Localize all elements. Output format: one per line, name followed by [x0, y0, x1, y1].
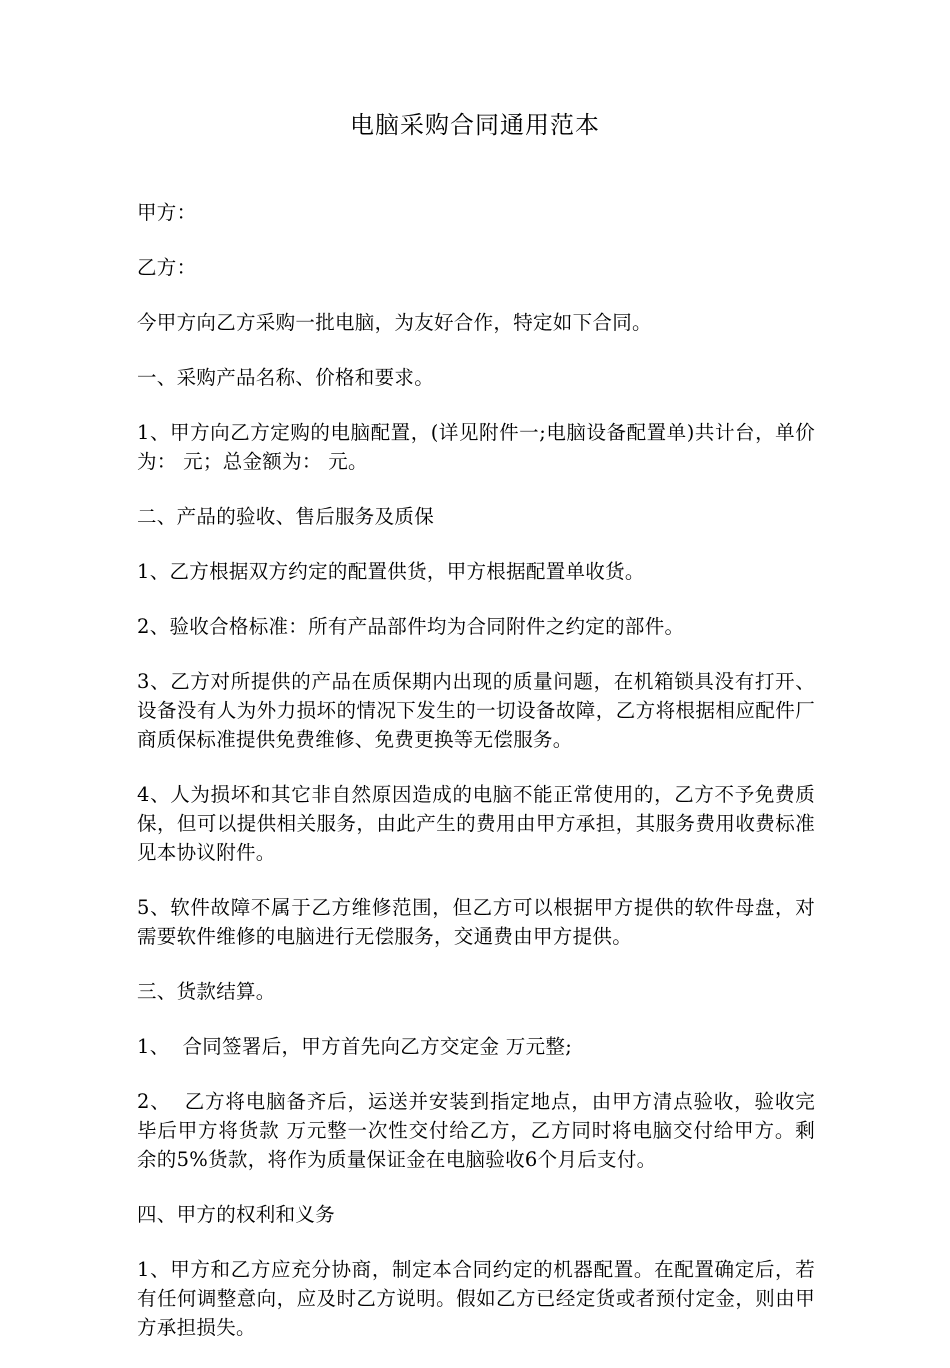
section-heading-2: 二、产品的验收、售后服务及质保 [137, 505, 435, 528]
clause-2-5: 5、软件故障不属于乙方维修范围，但乙方可以根据甲方提供的软件母盘，对需要软件维修的电脑进行无偿服务，交通费由甲方提供。 [137, 896, 815, 948]
section-heading-4: 四、甲方的权利和义务 [137, 1203, 336, 1226]
section-heading-3: 三、货款结算。 [137, 980, 276, 1003]
document-title: 电脑采购合同通用范本 [350, 111, 600, 139]
preamble-paragraph: 今甲方向乙方采购一批电脑，为友好合作，特定如下合同。 [137, 311, 652, 334]
document-body [137, 198, 815, 1368]
party-a-line: 甲方： [137, 201, 197, 224]
clause-2-3: 3、乙方对所提供的产品在质保期内出现的质量问题，在机箱锁具没有打开、设备没有人为外力损坏的情况下发生的一切设备故障，乙方将根据相应配件厂商质保标准提供免费维修、免费更换等无偿服务。 [137, 670, 815, 751]
clause-1-1: 1、甲方向乙方定购的电脑配置，(详见附件一;电脑设备配置单)共计台，单价为： 元；总金额为： 元。 [137, 421, 815, 473]
clause-3-1: 1、 合同签署后，甲方首先向乙方交定金 万元整; [137, 1035, 573, 1058]
party-b-line: 乙方： [137, 256, 197, 279]
clause-3-2: 2、 乙方将电脑备齐后，运送并安装到指定地点，由甲方清点验收，验收完毕后甲方将货款 万元整一次性交付给乙方，乙方同时将电脑交付给甲方。剩余的5%货款，将作为质量保证金在电脑验收6个月后支付。 [137, 1090, 815, 1171]
section-heading-1: 一、采购产品名称、价格和要求。 [137, 366, 435, 389]
clause-2-1: 1、乙方根据双方约定的配置供货，甲方根据配置单收货。 [137, 560, 645, 583]
clause-2-4: 4、人为损坏和其它非自然原因造成的电脑不能正常使用的，乙方不予免费质保，但可以提供相关服务，由此产生的费用由甲方承担，其服务费用收费标准见本协议附件。 [137, 783, 815, 864]
clause-4-1: 1、甲方和乙方应充分协商，制定本合同约定的机器配置。在配置确定后，若有任何调整意向，应及时乙方说明。假如乙方已经定货或者预付定金，则由甲方承担损失。 [137, 1258, 815, 1339]
clause-2-2: 2、验收合格标准：所有产品部件均为合同附件之约定的部件。 [137, 615, 685, 638]
